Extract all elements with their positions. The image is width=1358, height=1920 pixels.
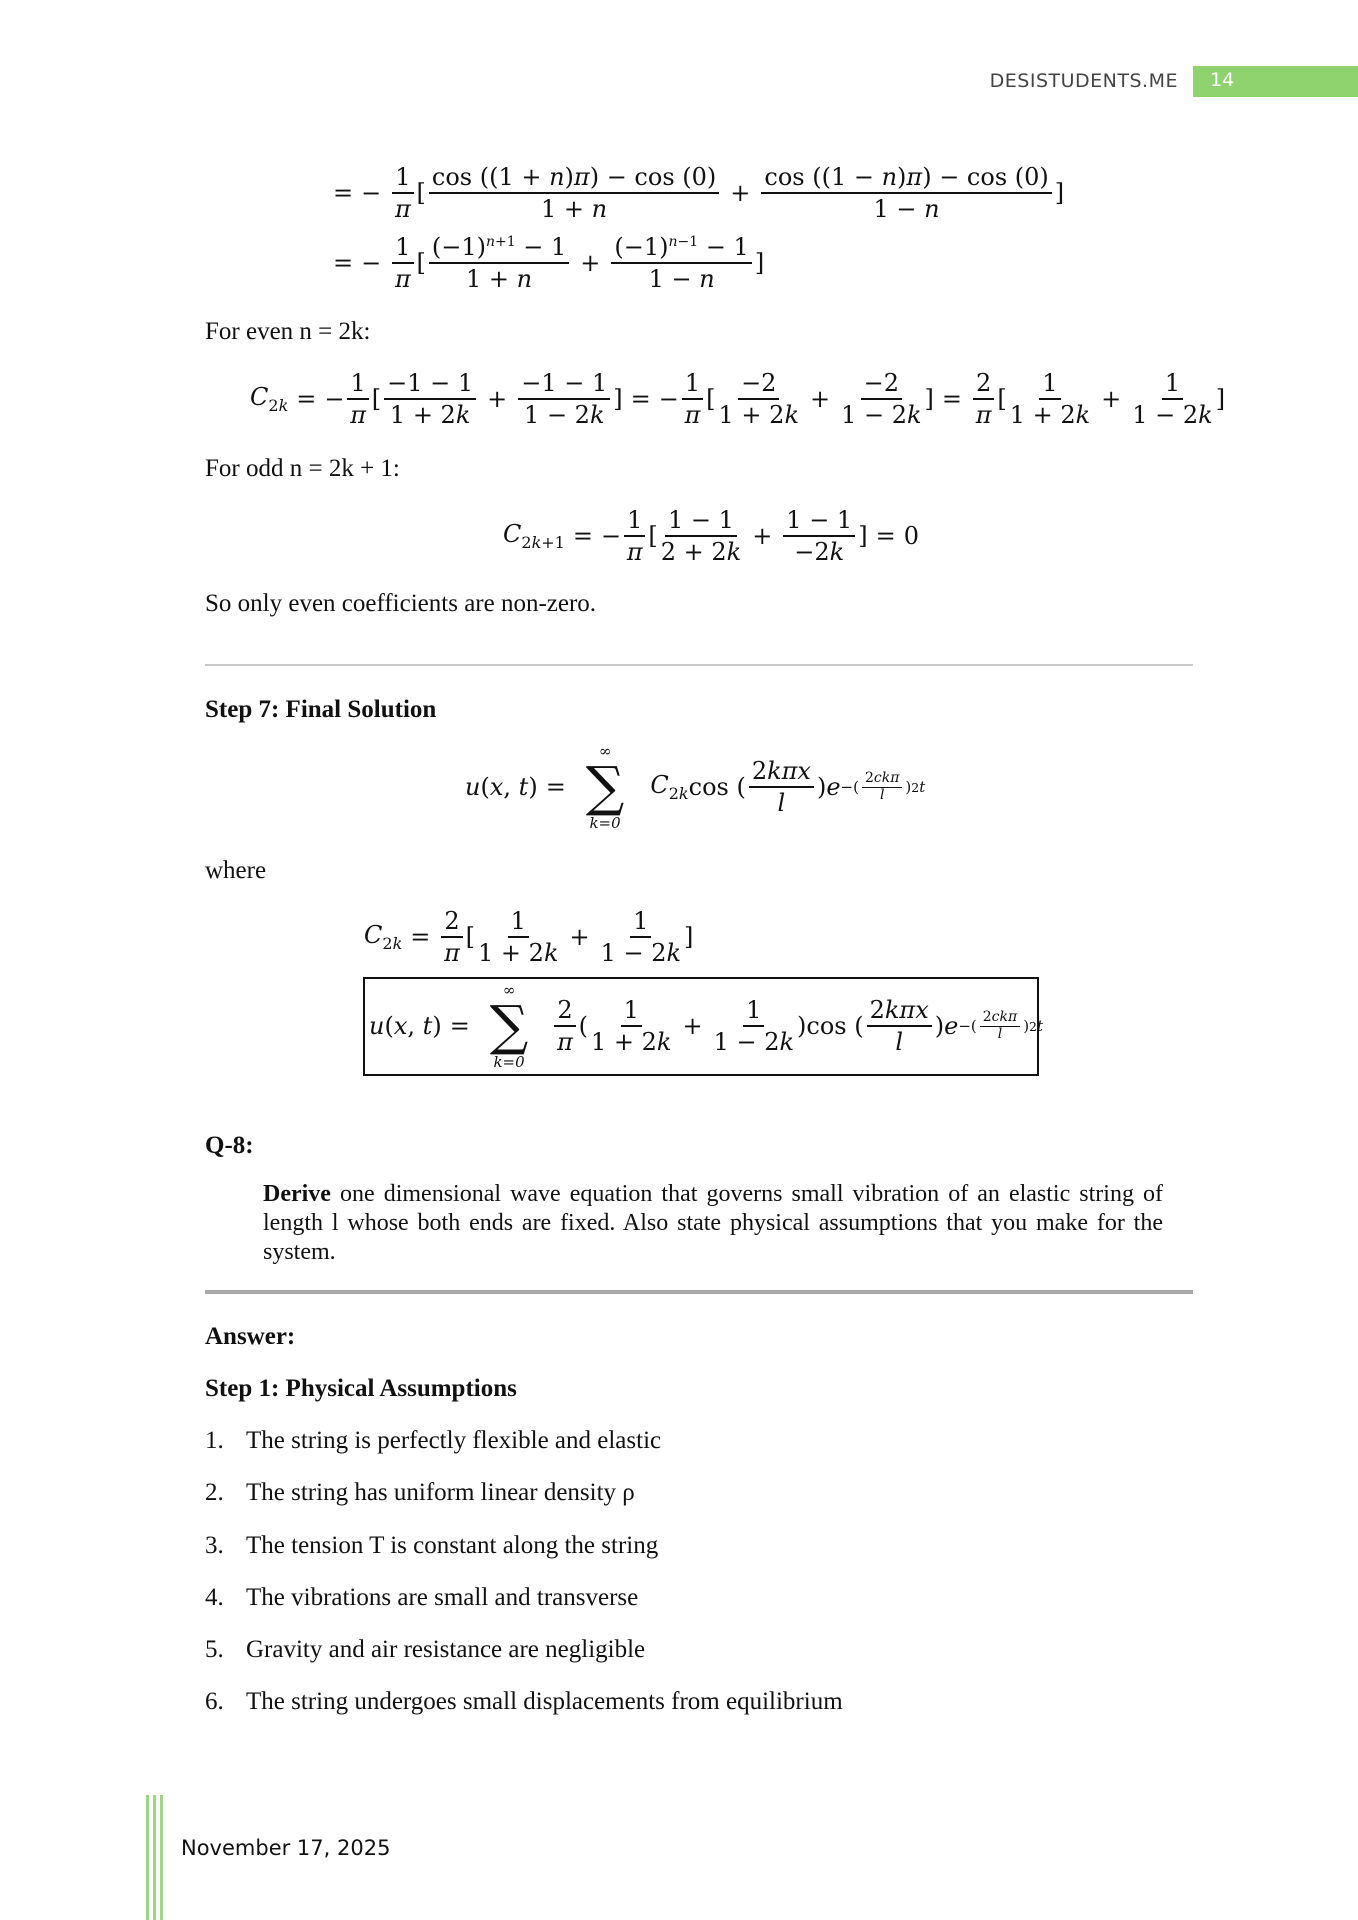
footer-accent-line (160, 1795, 163, 1920)
footer-accent-line (146, 1795, 149, 1920)
page-number: 14 (1210, 69, 1235, 91)
question-label: Q-8: (205, 1132, 254, 1159)
equation-line-2: = − $\frac{1}{\pi}$ [ $\frac{(-1)^{n+1} - 1}{1 + n}$ + $\frac{(-1)^{n-1} - 1}{1 - n}$ ] (333, 233, 765, 293)
assumption-item: 5. Gravity and air resistance are negligible (205, 1636, 646, 1663)
step1-heading: Step 1: Physical Assumptions (205, 1375, 517, 1402)
final-solution-equation: u(x, t) = ∞ ∑ k=0 $C_{2k}$ cos ( $\frac{\text{2kπx}}{l}$ )e −( $\frac{\text{2ckπ}}{l}$ ) 2 t (465, 742, 926, 832)
question-bold-word: Derive (263, 1181, 331, 1207)
conclusion-text: So only even coefficients are non-zero. (205, 590, 597, 617)
site-name: DESISTUDENTS.ME (989, 70, 1178, 92)
boxed-equation: u(x, t) = ∞ ∑ k=0 $\frac{2}{\pi}$ ( $\frac{1}{1 + 2k}$ + $\frac{1}{1 - 2k}$ )cos ( $\frac{\text{2kπx}}{l}$ )e −( $\frac{\text{2ckπ}}{l}$ ) 2 t (369, 981, 1044, 1071)
boxed-final-solution (363, 977, 1044, 1076)
assumption-item: 2. The string has uniform linear density ρ (205, 1479, 635, 1506)
footer-date: November 17, 2025 (181, 1836, 391, 1860)
odd-case-label: For odd n = 2k + 1: (205, 455, 400, 482)
assumption-item: 4. The vibrations are small and transverse (205, 1584, 639, 1611)
question-divider (205, 1290, 1193, 1294)
even-coefficient-equation: $C_{2k}$ = − $\frac{1}{\pi}$ [ $\frac{-1 - 1}{1 + 2k}$ + $\frac{-1 - 1}{1 - 2k}$ ] = − $\frac{1}{\pi}$ [ $\frac{-2}{1 + 2k}$ + $\frac{-2}{1 - 2k}$ ] = $\frac{2}{\pi}$ [ $\frac{1}{1 + 2k}$ + $\frac{1}{1 - 2k}$ ] (250, 369, 1226, 429)
footer-accent-line (153, 1795, 156, 1920)
step7-heading: Step 7: Final Solution (205, 696, 437, 723)
answer-label: Answer: (205, 1323, 296, 1350)
odd-coefficient-equation: $C_{2k+1}$ = − $\frac{1}{\pi}$ [ $\frac{1 - 1}{2 + 2k}$ + $\frac{1 - 1}{-2k}$ ] = 0 (503, 506, 919, 566)
even-case-label: For even n = 2k: (205, 318, 371, 345)
coefficient-definition: $C_{2k}$ = $\frac{2}{\pi}$ [ $\frac{1}{1 + 2k}$ + $\frac{1}{1 - 2k}$ ] (364, 907, 694, 967)
equation-line-1: = − $\frac{1}{\pi}$ [ $\frac{\cos ((1 + n)\pi) - \cos (0)}{1 + n}$ + $\frac{\cos ((1 - n)\pi) - \cos (0)}{1 - n}$ ] (333, 163, 1065, 223)
assumption-item: 1. The string is perfectly flexible and elastic (205, 1427, 662, 1454)
where-text: where (205, 857, 267, 884)
assumption-item: 6. The string undergoes small displacements from equilibrium (205, 1688, 843, 1715)
question-body: one dimensional wave equation that governs small vibration of an elastic string of length l whose both ends are fixed. Also state physical assumptions that you make for the system. (263, 1181, 1163, 1265)
assumption-item: 3. The tension T is constant along the string (205, 1532, 659, 1559)
question-text (263, 1180, 1163, 1267)
summation-symbol: ∞ ∑ k=0 (585, 742, 625, 832)
section-divider (205, 664, 1193, 666)
